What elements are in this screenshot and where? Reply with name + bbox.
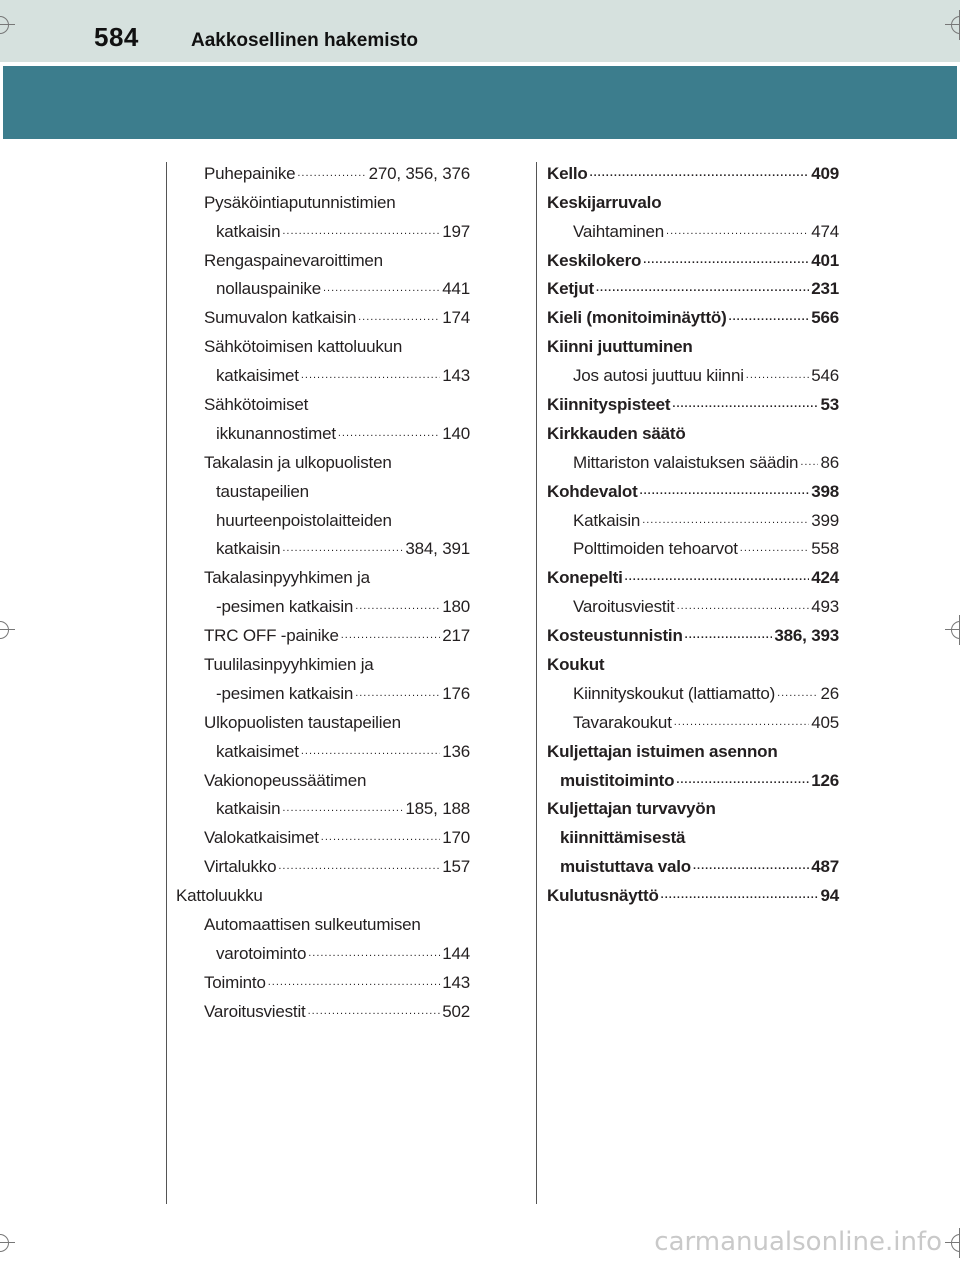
index-entry-pages: 401 — [811, 250, 839, 270]
crop-mark-icon — [945, 10, 960, 40]
index-entry — [547, 762, 839, 791]
index-entry — [176, 733, 470, 762]
index-entry-term: Vaihtaminen — [573, 221, 665, 241]
index-entry-term: katkaisin — [216, 221, 281, 241]
index-entry-term: Kiinnityskoukut (lattiamatto) — [573, 683, 776, 703]
index-entry-pages: 493 — [811, 597, 839, 617]
index-entry-pages: 566 — [811, 308, 839, 328]
index-entry — [176, 415, 470, 444]
index-entry — [176, 588, 470, 617]
index-entry-term: Virtalukko — [204, 857, 277, 877]
header-band — [0, 0, 960, 62]
index-entry — [547, 444, 839, 473]
index-entry-pages: 170 — [442, 828, 470, 848]
index-heading: Kuljettajan istuimen asennon — [547, 741, 778, 761]
index-heading: Kuljettajan turvavyön — [547, 799, 716, 819]
page-number: 584 — [94, 22, 139, 52]
index-entry — [176, 357, 470, 386]
crop-mark-icon — [945, 1228, 960, 1258]
index-heading: Sähkötoimiset — [204, 395, 309, 415]
index-entry — [547, 531, 839, 560]
watermark: carmanualsonline.info — [654, 1227, 942, 1257]
crop-mark-icon — [945, 615, 960, 645]
index-heading: Ulkopuolisten taustapeilien — [204, 712, 401, 732]
index-entry — [547, 299, 839, 328]
index-entry — [547, 155, 839, 184]
dot-leader — [672, 398, 818, 410]
index-entry — [176, 935, 470, 964]
index-entry-pages: 405 — [811, 712, 839, 732]
index-entry-term: Varoitusviestit — [573, 597, 675, 617]
index-entry-term: Polttimoiden tehoarvot — [573, 539, 738, 559]
dot-leader — [643, 254, 809, 266]
index-entry-pages: 270, 356, 376 — [368, 163, 470, 183]
index-heading: Koukut — [547, 655, 605, 675]
index-entry-pages: 217 — [442, 626, 470, 646]
dot-leader — [590, 167, 810, 179]
dot-leader — [301, 745, 440, 757]
dot-leader — [301, 369, 440, 381]
index-entry-pages: 143 — [442, 972, 470, 992]
index-entry-pages: 176 — [442, 683, 470, 703]
index-entry-pages: 140 — [442, 423, 470, 443]
dot-leader — [677, 600, 810, 612]
index-entry — [176, 819, 470, 848]
index-entry — [176, 271, 470, 300]
index-entry-pages: 94 — [820, 886, 839, 906]
index-heading: Takalasinpyyhkimen ja — [204, 568, 370, 588]
index-entry-pages: 197 — [442, 221, 470, 241]
index-entry — [176, 531, 470, 560]
index-entry — [547, 559, 839, 588]
index-entry-pages: 546 — [811, 366, 839, 386]
crop-mark-icon — [0, 10, 15, 40]
index-entry-pages: 26 — [820, 683, 839, 703]
index-entry-term: Ketjut — [547, 279, 594, 299]
crop-mark-icon — [0, 615, 15, 645]
index-entry-term: Toiminto — [204, 972, 266, 992]
index-entry-term: varotoiminto — [216, 943, 307, 963]
dot-leader — [746, 369, 809, 381]
index-entry-term: Kieli (monitoiminäyttö) — [547, 308, 727, 328]
index-entry — [547, 848, 839, 877]
index-heading: Keskijarruvalo — [547, 192, 662, 212]
index-entry-pages: 399 — [811, 510, 839, 530]
index-entry — [547, 675, 839, 704]
index-entry — [547, 877, 839, 906]
right-column-rule — [536, 162, 537, 1204]
index-column-left — [176, 155, 470, 1022]
dot-leader — [268, 976, 441, 988]
index-entry-term: Konepelti — [547, 568, 623, 588]
dot-leader — [308, 1005, 441, 1017]
index-entry-pages: 409 — [811, 163, 839, 183]
dot-leader — [282, 225, 440, 237]
index-entry-pages: 136 — [442, 741, 470, 761]
index-entry — [176, 617, 470, 646]
dot-leader — [800, 456, 818, 468]
index-entry-pages: 143 — [442, 366, 470, 386]
dot-leader — [661, 889, 819, 901]
section-title: Aakkosellinen hakemisto — [191, 30, 419, 51]
index-entry-term: -pesimen katkaisin — [216, 683, 354, 703]
index-entry-term: muistitoiminto — [560, 770, 675, 790]
index-entry — [176, 155, 470, 184]
index-entry-term: Kello — [547, 163, 588, 183]
index-entry-pages: 424 — [811, 568, 839, 588]
index-entry-pages: 474 — [811, 221, 839, 241]
chapter-bar — [3, 66, 957, 139]
index-entry-term: katkaisimet — [216, 741, 299, 761]
index-entry-term: Tavarakoukut — [573, 712, 672, 732]
dot-leader — [674, 716, 810, 728]
index-entry-pages: 126 — [811, 770, 839, 790]
index-entry — [547, 502, 839, 531]
index-heading: Kiinni juuttuminen — [547, 337, 693, 357]
index-entry-term: -pesimen katkaisin — [216, 597, 354, 617]
index-heading: Vakionopeussäätimen — [204, 770, 367, 790]
index-entry-term: TRC OFF -painike — [204, 626, 339, 646]
dot-leader — [341, 629, 441, 641]
dot-leader — [693, 860, 809, 872]
dot-leader — [282, 542, 403, 554]
index-entry-pages: 398 — [811, 481, 839, 501]
index-entry — [547, 617, 839, 646]
index-entry-term: Varoitusviestit — [204, 1001, 306, 1021]
dot-leader — [685, 629, 773, 641]
index-entry — [176, 213, 470, 242]
index-entry — [176, 299, 470, 328]
index-heading: Sähkötoimisen kattoluukun — [204, 337, 403, 357]
index-entry-term: Kiinnityspisteet — [547, 395, 671, 415]
index-entry — [547, 473, 839, 502]
index-entry-pages: 441 — [442, 279, 470, 299]
crop-mark-icon — [0, 1228, 15, 1258]
dot-leader — [740, 542, 809, 554]
dot-leader — [640, 485, 810, 497]
dot-leader — [321, 831, 440, 843]
index-entry — [547, 704, 839, 733]
index-entry — [176, 848, 470, 877]
index-heading: Kirkkauden säätö — [547, 423, 686, 443]
index-entry-pages: 180 — [442, 597, 470, 617]
index-heading: Tuulilasinpyyhkimien ja — [204, 655, 374, 675]
index-entry-term: Mittariston valaistuksen säädin — [573, 452, 799, 472]
dot-leader — [297, 167, 366, 179]
index-entry-pages: 558 — [811, 539, 839, 559]
index-entry — [176, 675, 470, 704]
index-heading: taustapeilien — [216, 481, 309, 501]
dot-leader — [282, 802, 403, 814]
index-entry-pages: 384, 391 — [405, 539, 470, 559]
index-entry — [547, 588, 839, 617]
left-column-rule — [166, 162, 167, 1204]
index-entry-term: Katkaisin — [573, 510, 641, 530]
index-column-right — [547, 155, 839, 906]
index-heading: Rengaspainevaroittimen — [204, 250, 383, 270]
index-heading: Takalasin ja ulkopuolisten — [204, 452, 392, 472]
dot-leader — [777, 687, 818, 699]
index-heading: Kattoluukku — [176, 886, 263, 906]
index-entry-term: Kulutusnäyttö — [547, 886, 659, 906]
dot-leader — [642, 514, 809, 526]
index-entry-term: Keskilokero — [547, 250, 642, 270]
index-entry-pages: 174 — [442, 308, 470, 328]
index-entry-term: katkaisimet — [216, 366, 299, 386]
index-entry — [176, 993, 470, 1022]
dot-leader — [338, 427, 440, 439]
index-entry — [547, 357, 839, 386]
dot-leader — [666, 225, 809, 237]
index-heading: huurteenpoistolaitteiden — [216, 510, 392, 530]
index-entry-pages: 157 — [442, 857, 470, 877]
index-entry — [176, 964, 470, 993]
index-entry-term: Sumuvalon katkaisin — [204, 308, 357, 328]
index-entry-term: Jos autosi juuttuu kiinni — [573, 366, 744, 386]
index-entry — [176, 791, 470, 820]
dot-leader — [355, 600, 440, 612]
index-entry-pages: 502 — [442, 1001, 470, 1021]
index-heading: kiinnittämisestä — [560, 828, 686, 848]
index-entry-term: Puhepainike — [204, 163, 296, 183]
index-entry — [547, 386, 839, 415]
dot-leader — [278, 860, 440, 872]
dot-leader — [355, 687, 440, 699]
index-entry — [547, 271, 839, 300]
index-entry-term: katkaisin — [216, 539, 281, 559]
index-entry-pages: 231 — [811, 279, 839, 299]
index-entry-term: ikkunannostimet — [216, 423, 336, 443]
index-heading: Pysäköintiaputunnistimien — [204, 192, 396, 212]
dot-leader — [308, 947, 440, 959]
dot-leader — [596, 282, 809, 294]
index-entry-term: Valokatkaisimet — [204, 828, 319, 848]
index-entry-term: katkaisin — [216, 799, 281, 819]
index-entry-pages: 185, 188 — [405, 799, 470, 819]
index-entry-pages: 487 — [811, 857, 839, 877]
dot-leader — [729, 311, 810, 323]
index-entry-pages: 86 — [820, 452, 839, 472]
index-entry-pages: 53 — [820, 395, 839, 415]
index-entry — [547, 213, 839, 242]
dot-leader — [676, 774, 809, 786]
index-entry-term: muistuttava valo — [560, 857, 691, 877]
index-entry-term: Kohdevalot — [547, 481, 638, 501]
index-entry — [547, 242, 839, 271]
dot-leader — [323, 282, 440, 294]
dot-leader — [358, 311, 440, 323]
index-entry-term: Kosteustunnistin — [547, 626, 683, 646]
index-entry-pages: 144 — [442, 943, 470, 963]
dot-leader — [625, 571, 810, 583]
index-entry-pages: 386, 393 — [774, 626, 839, 646]
index-entry-term: nollauspainike — [216, 279, 321, 299]
index-heading: Automaattisen sulkeutumisen — [204, 915, 421, 935]
